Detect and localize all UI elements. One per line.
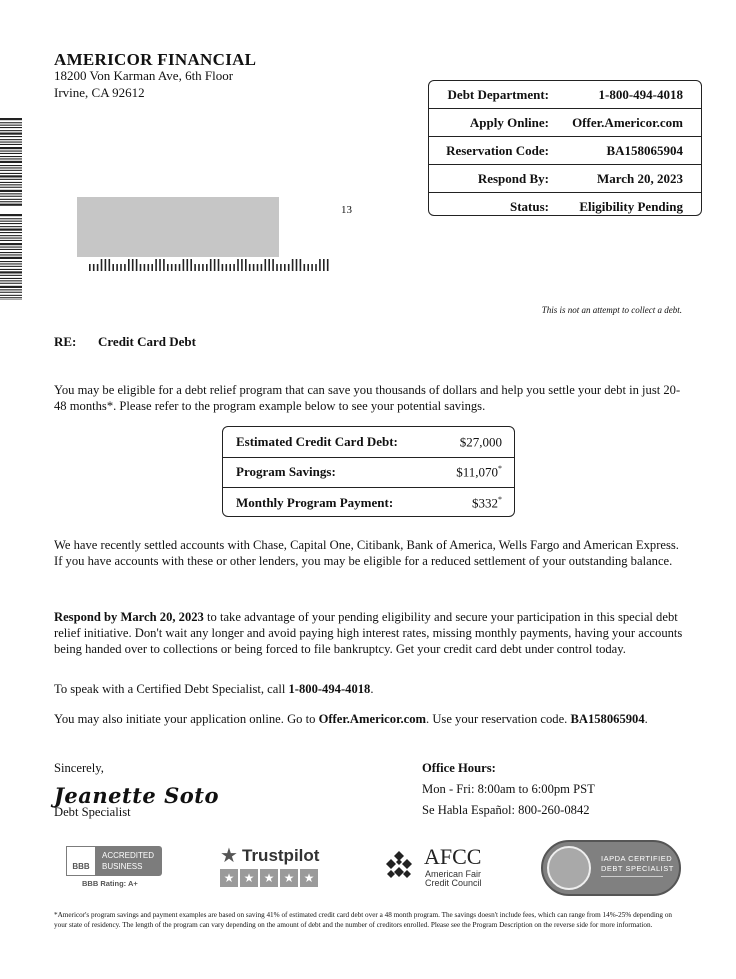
company-address-line2: Irvine, CA 92612 <box>54 85 145 100</box>
info-value: BA158065904 <box>606 142 683 158</box>
bbb-accredited-text: ACCREDITED <box>102 851 155 860</box>
vertical-barcode-icon <box>0 118 22 206</box>
star-icon: ★ <box>300 869 318 887</box>
office-hours-weekday: Mon - Fri: 8:00am to 6:00pm PST <box>422 782 595 796</box>
info-row-reservation-code <box>429 137 701 165</box>
online-paragraph: You may also initiate your application online. Go to Offer.Americor.com. Use your reservation code. BA158065904. <box>54 712 648 726</box>
info-label: Debt Department: <box>447 86 549 102</box>
afcc-badge <box>382 846 494 890</box>
debt-collection-disclaimer: This is not an attempt to collect a debt. <box>541 305 682 315</box>
bbb-accredited-badge <box>66 846 162 890</box>
afcc-subtitle-2: Credit Council <box>425 878 482 888</box>
settled-accounts-paragraph: We have recently settled accounts with Chase, Capital One, Citibank, Bank of America, Wells Fargo and American Express. If you have accounts with these or other lenders, you may be eligible for a reduced settlement of your outstanding balance. <box>54 538 679 568</box>
afcc-name: AFCC <box>424 844 482 869</box>
trustpilot-badge <box>218 844 322 890</box>
website-url: Offer.Americor.com <box>318 712 427 726</box>
respond-paragraph: Respond by March 20, 2023 to take advantage of your pending eligibility and secure your participation in this special debt relief initiative. Don't wait any longer and avoid paying high interest rates, missing monthly payments, having your accounts being handed over to collections or being forced to file bankruptcy. Get your credit card debt under control today. <box>54 610 683 656</box>
info-row-status <box>429 193 701 216</box>
office-hours-heading: Office Hours: <box>422 761 496 775</box>
vertical-barcode-icon <box>0 214 22 300</box>
bbb-business-text: BUSINESS <box>102 862 143 871</box>
signer-title: Debt Specialist <box>54 805 131 819</box>
office-hours-spanish-line: Se Habla Español: 800-260-0842 <box>422 803 590 817</box>
info-value: 1-800-494-4018 <box>598 86 683 102</box>
program-label: Monthly Program Payment: <box>236 494 394 510</box>
phone-number: 1-800-494-4018 <box>288 682 371 696</box>
mailing-sequence-number: 13 <box>341 204 352 216</box>
intro-paragraph: You may be eligible for a debt relief program that can save you thousands of dollars and help you settle your debt in just 20-48 months*. Please refer to the program example below to see your potential savings. <box>54 383 681 413</box>
iapda-seal-icon <box>547 846 591 890</box>
info-label: Apply Online: <box>469 114 549 130</box>
account-info-box <box>428 80 702 216</box>
company-address-line1: 18200 Von Karman Ave, 6th Floor <box>54 68 234 83</box>
re-label: RE: <box>54 334 77 349</box>
trustpilot-star-icon: ★ <box>220 845 238 867</box>
program-row-debt <box>223 427 514 458</box>
info-row-apply-online <box>429 109 701 137</box>
afcc-logo-icon <box>382 850 416 884</box>
info-row-debt-department <box>429 81 701 109</box>
postal-barcode-icon <box>89 258 333 272</box>
program-row-monthly-payment <box>223 488 514 517</box>
iapda-certified-badge <box>541 840 681 896</box>
iapda-specialist-text: DEBT SPECIALIST <box>601 864 674 873</box>
info-label: Reservation Code: <box>446 142 549 158</box>
info-row-respond-by <box>429 165 701 193</box>
afcc-subtitle-1: American Fair <box>425 869 482 879</box>
signature: Jeanette Soto <box>54 783 219 808</box>
star-icon: ★ <box>220 869 238 887</box>
info-label: Respond By: <box>477 170 549 186</box>
call-paragraph: To speak with a Certified Debt Specialist, call 1-800-494-4018. <box>54 682 374 696</box>
info-value: Offer.Americor.com <box>572 114 683 130</box>
program-row-savings <box>223 458 514 489</box>
program-footnote: *Americor's program savings and payment examples are based on saving 41% of estimated credit card debt over a 48 month program. The savings doesn't include fees, which can range from 14%-25% depending on your state of residency. The length of the program can vary depending on the amount of debt and the number of creditors enrolled. Please see the Program Description on the reverse side for more information. <box>54 911 673 929</box>
info-value: Eligibility Pending <box>579 198 683 214</box>
trustpilot-name: Trustpilot <box>242 846 320 865</box>
star-icon: ★ <box>240 869 258 887</box>
redacted-recipient-address <box>77 197 279 257</box>
star-icon: ★ <box>280 869 298 887</box>
program-label: Program Savings: <box>236 464 336 480</box>
re-subject: Credit Card Debt <box>98 334 196 349</box>
star-icon: ★ <box>260 869 278 887</box>
program-value: $11,070* <box>456 464 502 480</box>
bbb-rating: BBB Rating: A+ <box>82 879 138 888</box>
info-label: Status: <box>509 198 549 214</box>
program-value: $332* <box>472 494 502 510</box>
bbb-seal-icon: BBB <box>66 846 96 876</box>
iapda-certified-text: IAPDA CERTIFIED <box>601 854 673 863</box>
program-label: Estimated Credit Card Debt: <box>236 433 398 449</box>
trustpilot-rating-stars <box>220 869 318 887</box>
reservation-code: BA158065904 <box>570 712 645 726</box>
re-line <box>54 334 196 350</box>
company-name: AMERICOR FINANCIAL <box>54 50 257 69</box>
closing-salutation: Sincerely, <box>54 761 104 775</box>
program-value: $27,000 <box>459 433 502 449</box>
respond-deadline: Respond by March 20, 2023 <box>54 610 204 624</box>
info-value: March 20, 2023 <box>596 170 683 186</box>
program-example-box <box>222 426 515 517</box>
